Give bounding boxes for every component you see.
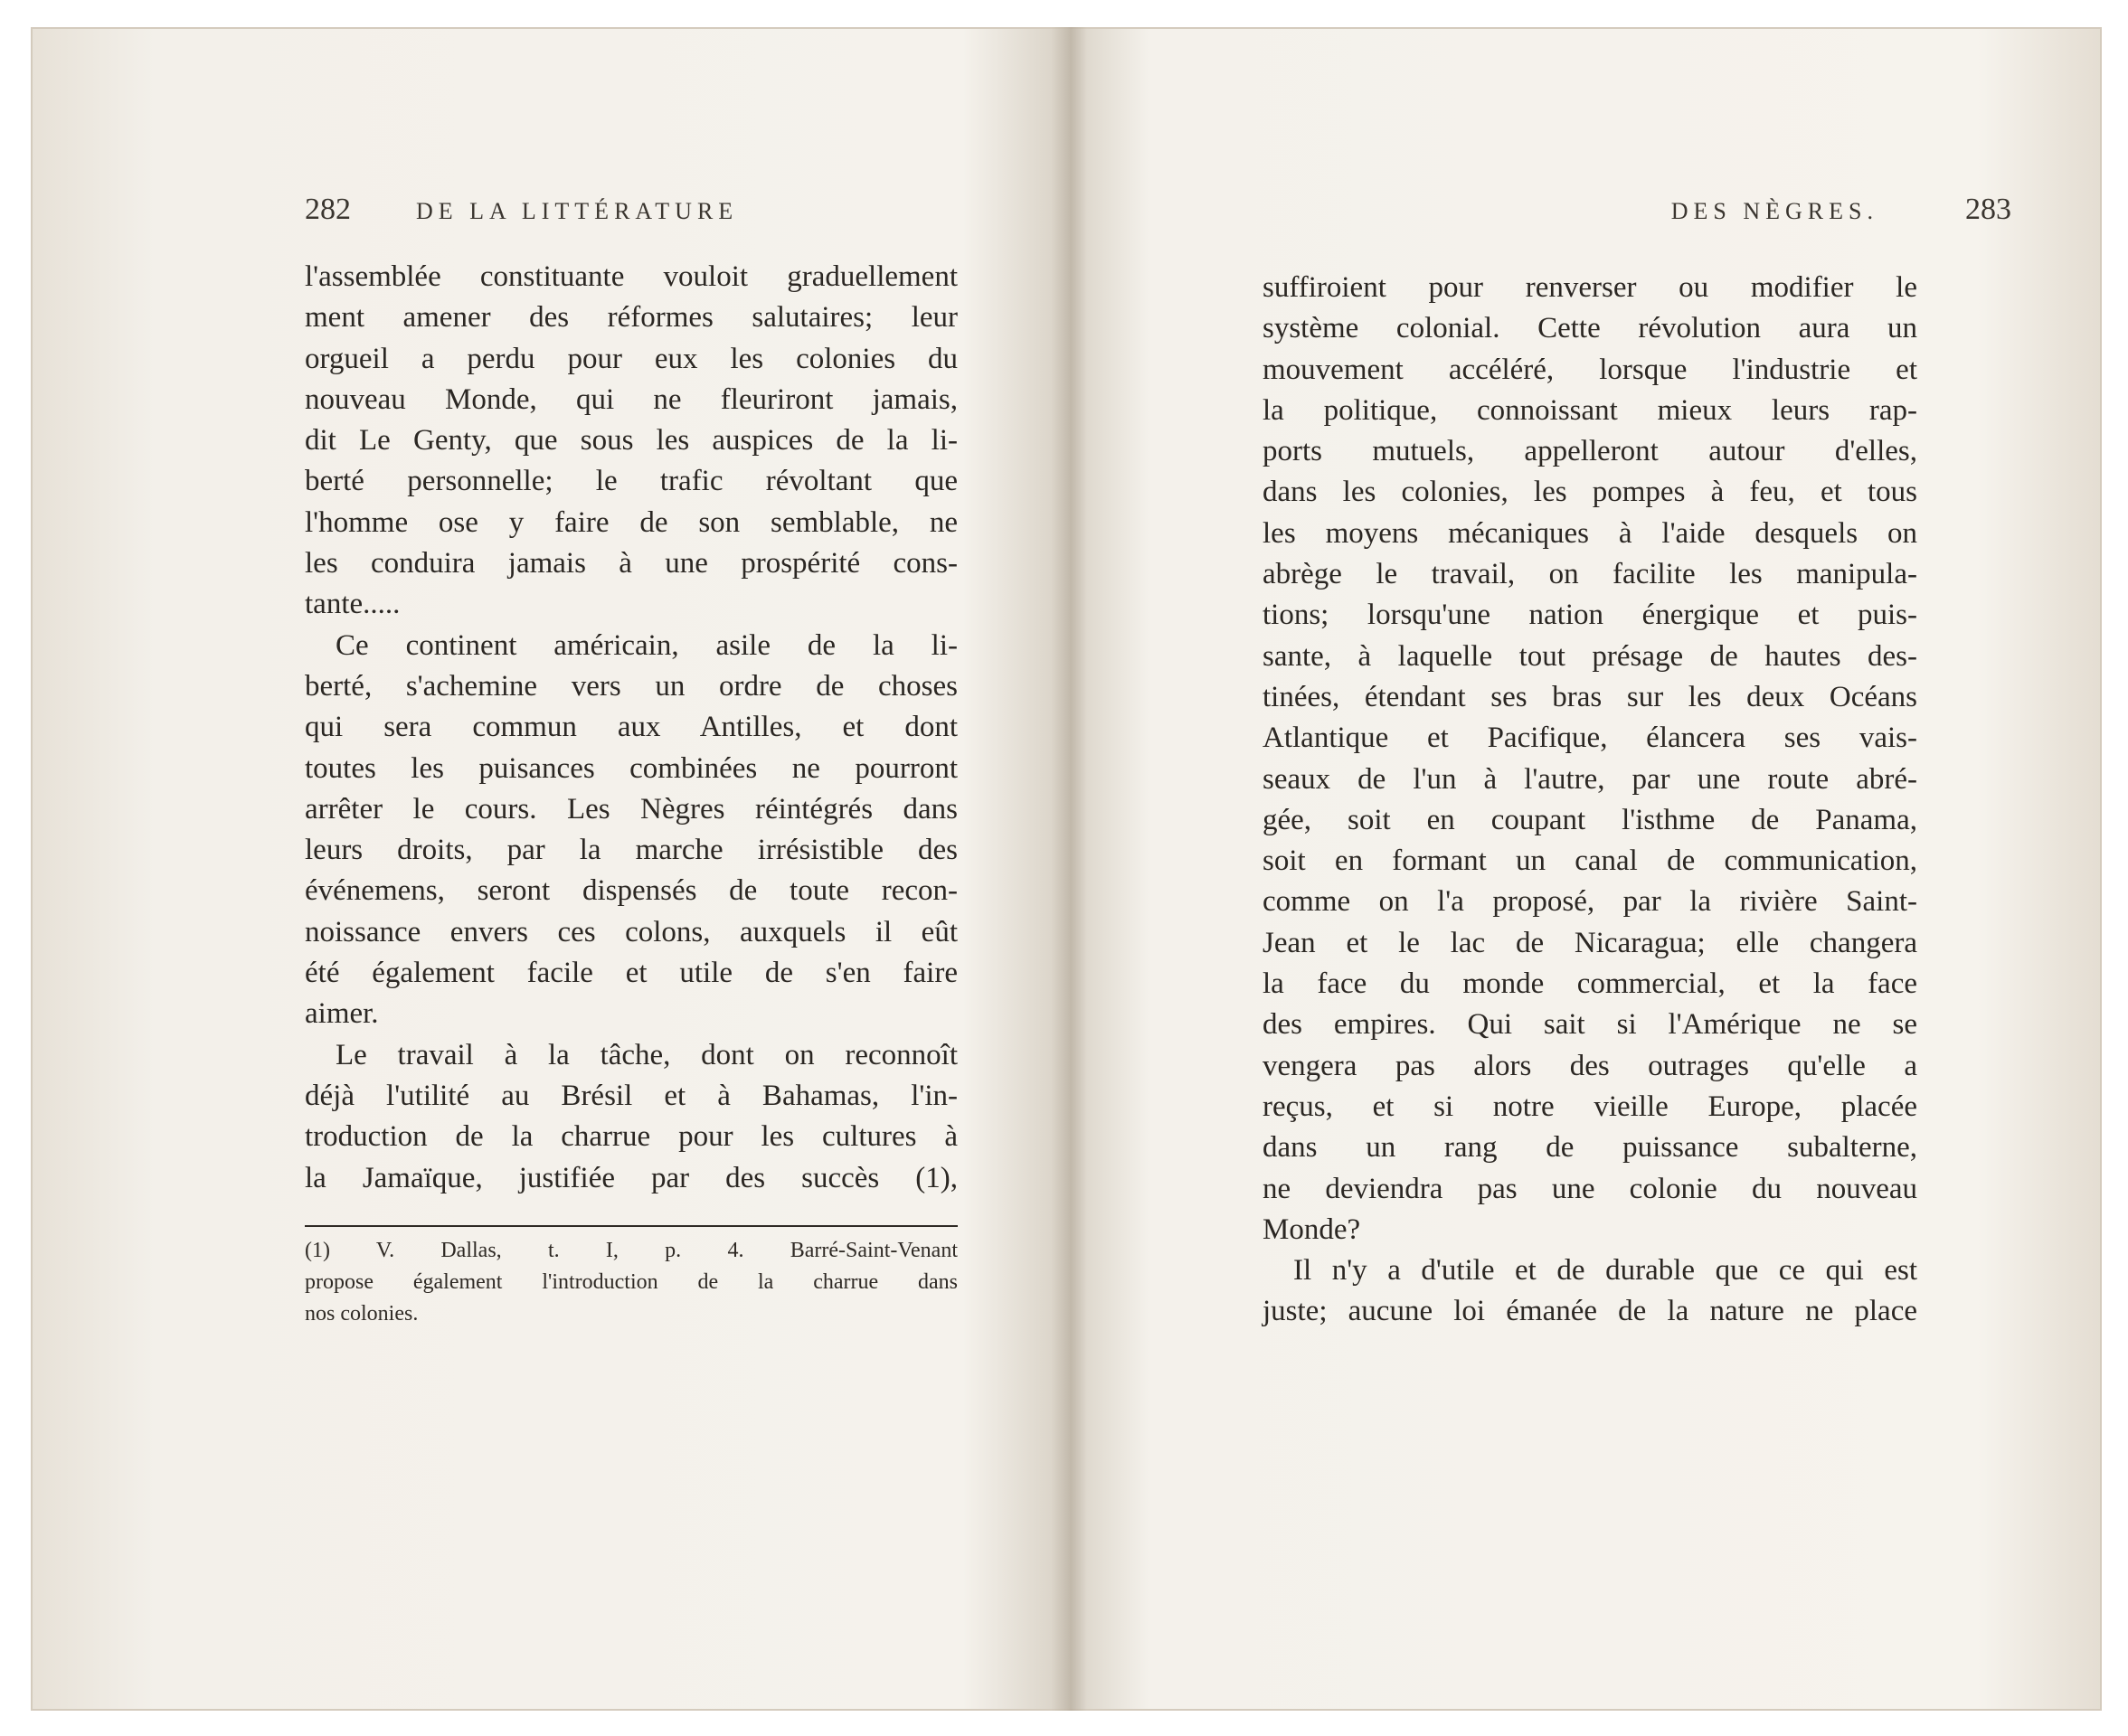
text-line: aimer. <box>305 997 379 1031</box>
text-line: la face du monde commercial, et la face <box>1263 967 1917 1001</box>
text-line: déjà l'utilité au Brésil et à Bahamas, l'in- <box>305 1079 958 1112</box>
text-line: événemens, seront dispensés de toute recon- <box>305 874 958 908</box>
text-line: sante, à laquelle tout présage de hautes des- <box>1263 639 1917 673</box>
text-line: toutes les puisances combinées ne pourront <box>305 751 958 785</box>
text-line: troduction de la charrue pour les cultures à <box>305 1120 958 1154</box>
book-spread <box>31 27 2102 1711</box>
text-line: les moyens mécaniques à l'aide desquels on <box>1263 516 1917 550</box>
text-line: l'assemblée constituante vouloit graduellement <box>305 260 958 293</box>
text-line: leurs droits, par la marche irrésistible des <box>305 834 958 867</box>
footnote-line: nos colonies. <box>305 1302 419 1326</box>
text-line: comme on l'a proposé, par la rivière Saint- <box>1263 885 1917 919</box>
footnote-rule <box>305 1225 958 1227</box>
right-body-text <box>1263 268 1917 1333</box>
text-line: Monde? <box>1263 1212 1361 1246</box>
text-line: reçus, et si notre vieille Europe, placée <box>1263 1090 1917 1123</box>
text-line: Le travail à la tâche, dont on reconnoît <box>336 1038 958 1071</box>
running-title-right: DES NÈGRES. <box>1670 198 1878 224</box>
footnote-line: propose également l'introduction de la charrue dans <box>305 1270 958 1294</box>
text-line: l'homme ose y faire de son semblable, ne <box>305 505 958 539</box>
text-line: tions; lorsqu'une nation énergique et puis- <box>1263 599 1917 632</box>
text-line: les conduira jamais à une prospérité cons- <box>305 547 958 580</box>
text-line: abrège le travail, on facilite les manipula- <box>1263 558 1917 591</box>
text-line: dans les colonies, les pompes à feu, et tous <box>1263 476 1917 509</box>
text-line: des empires. Qui sait si l'Amérique ne se <box>1263 1008 1917 1042</box>
text-line: été également facile et utile de s'en faire <box>305 957 958 990</box>
text-line: vengera pas alors des outrages qu'elle a <box>1263 1049 1917 1082</box>
left-body-text <box>305 257 958 1199</box>
left-page <box>31 27 1064 1711</box>
text-line: seaux de l'un à l'autre, par une route abré- <box>1263 762 1917 796</box>
text-line: nouveau Monde, qui ne fleuriront jamais, <box>305 382 958 416</box>
text-line: système colonial. Cette révolution aura un <box>1263 312 1917 345</box>
page-number-right: 283 <box>1965 193 2011 226</box>
running-title-left: DE LA LITTÉRATURE <box>416 198 739 224</box>
text-line: berté, s'achemine vers un ordre de choses <box>305 669 958 703</box>
text-line: ne deviendra pas une colonie du nouveau <box>1263 1172 1917 1205</box>
text-line: soit en formant un canal de communication, <box>1263 844 1917 878</box>
text-line: berté personnelle; le trafic révoltant que <box>305 465 958 498</box>
text-line: la Jamaïque, justifiée par des succès (1), <box>305 1161 958 1194</box>
text-line: Il n'y a d'utile et de durable que ce qui est <box>1293 1254 1917 1288</box>
right-page <box>1073 27 2102 1711</box>
text-line: dans un rang de puissance subalterne, <box>1263 1131 1917 1165</box>
text-line: noissance envers ces colons, auxquels il eût <box>305 915 958 948</box>
text-line: mouvement accéléré, lorsque l'industrie et <box>1263 353 1917 386</box>
text-line: Ce continent américain, asile de la li- <box>336 628 958 662</box>
text-line: tinées, étendant ses bras sur les deux Océans <box>1263 680 1917 713</box>
text-line: ports mutuels, appelleront autour d'elles, <box>1263 435 1917 468</box>
text-line: gée, soit en coupant l'isthme de Panama, <box>1263 803 1917 836</box>
text-line: tante..... <box>305 588 401 621</box>
text-line: suffiroient pour renverser ou modifier le <box>1263 271 1917 304</box>
text-line: juste; aucune loi émanée de la nature ne place <box>1263 1295 1917 1328</box>
right-running-head <box>1469 193 2011 247</box>
footnote-line: (1) V. Dallas, t. I, p. 4. Barré-Saint-Venant <box>305 1239 958 1262</box>
text-line: Jean et le lac de Nicaragua; elle changera <box>1263 926 1917 959</box>
text-line: ment amener des réformes salutaires; leur <box>305 301 958 335</box>
page-number-left: 282 <box>305 193 351 226</box>
footnote <box>305 1235 958 1330</box>
left-running-head <box>305 193 829 247</box>
text-line: arrêter le cours. Les Nègres réintégrés dans <box>305 792 958 826</box>
text-line: dit Le Genty, que sous les auspices de la li- <box>305 424 958 458</box>
text-line: Atlantique et Pacifique, élancera ses vais- <box>1263 722 1917 755</box>
text-line: orgueil a perdu pour eux les colonies du <box>305 342 958 375</box>
text-line: qui sera commun aux Antilles, et dont <box>305 711 958 744</box>
text-line: la politique, connoissant mieux leurs rap- <box>1263 393 1917 427</box>
